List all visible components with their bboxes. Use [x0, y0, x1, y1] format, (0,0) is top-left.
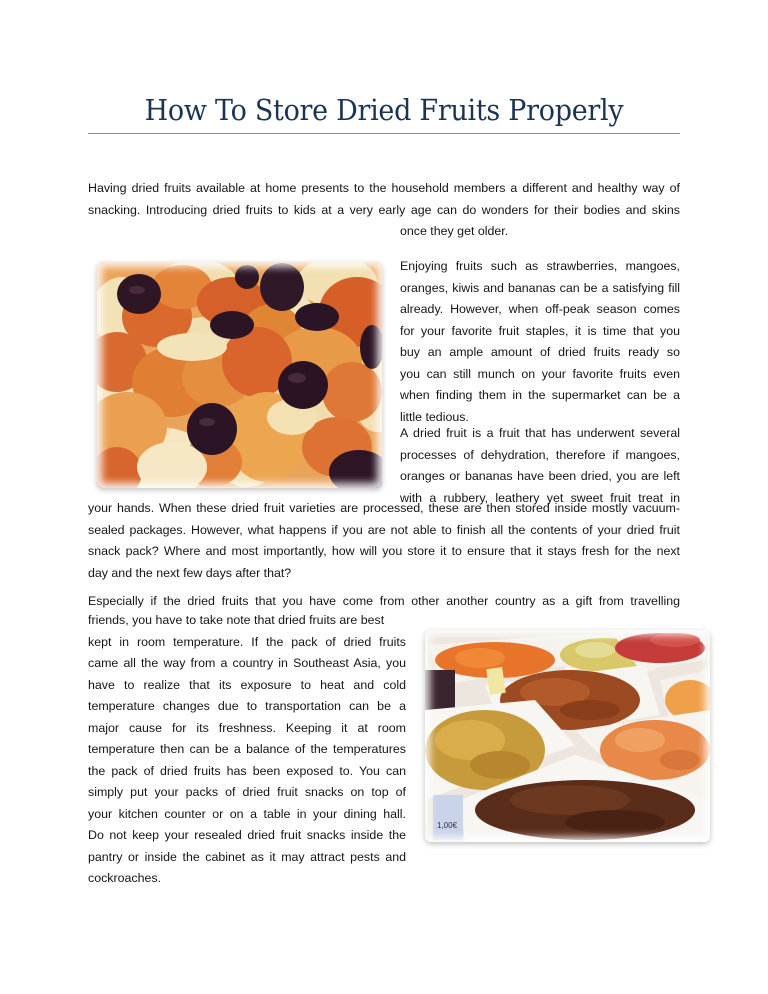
paragraph-definition-full: [88, 498, 680, 584]
text-line: A dried fruit is a fruit that has underwent several: [400, 426, 680, 440]
image-market-display: [425, 630, 710, 842]
text-line: pantry or inside the cabinet as it may attract pests and: [88, 849, 406, 864]
image-mixed-dried-fruits: [97, 262, 382, 488]
paragraph-especially-body: [88, 610, 406, 890]
text-line: processes of dehydration, therefore if mangoes,: [400, 447, 680, 462]
text-line: kept in room temperature. If the pack of dried fruits: [88, 634, 406, 649]
text-line: oranges or bananas have been dried, you are left: [400, 469, 680, 483]
text-line: with a rubbery, leathery yet sweet fruit treat in: [400, 490, 680, 505]
text-line: Enjoying fruits such as strawberries, mangoes,: [400, 259, 680, 273]
text-line: snacking. Introducing dried fruits to kids at a very early age can do wonders for their bodies and skins: [88, 202, 680, 217]
paragraph-enjoying: [400, 256, 680, 428]
text-line: the pack of dried fruits has been exposed to. You can: [88, 763, 406, 778]
text-line: already. However, when off-peak season comes: [400, 302, 680, 316]
text-line: oranges, kiwis and bananas can be a satisfying fill: [400, 280, 680, 295]
text-line: for your favorite fruit staples, it is time that you: [400, 323, 680, 338]
text-line: when finding them in the supermarket can be a: [400, 388, 680, 402]
text-line: you can still munch on your favorite fruits even: [400, 366, 680, 381]
text-line: Especially if the dried fruits that you have come from other another country as a gift from travelling: [88, 594, 680, 608]
text-line: Having dried fruits available at home presents to the household members a different and healthy way of: [88, 181, 680, 195]
paragraph-intro: [88, 178, 680, 243]
text-line: Do not keep your resealed dried fruit snacks inside the: [88, 828, 406, 842]
text-line: have to realize that its exposure to heat and cold: [88, 677, 406, 692]
text-line: major cause for its freshness. Keeping it at room: [88, 720, 406, 735]
text-line: your hands. When these dried fruit varieties are processed, these are then stored inside mostly vacuum-: [88, 501, 680, 515]
price-tag-text: 1,00€: [437, 821, 458, 830]
page-title: How To Store Dried Fruits Properly: [144, 93, 624, 127]
paragraph-definition-right: [400, 423, 680, 509]
title-divider: [88, 133, 680, 134]
text-line: cockroaches.: [88, 871, 162, 885]
text-line: buy an ample amount of dried fruits ready so: [400, 345, 680, 359]
text-line: temperature changes due to transportation can be a: [88, 699, 406, 713]
text-line: temperature then can be a balance of the temperatures: [88, 742, 406, 756]
text-line: once they get older.: [400, 224, 509, 238]
text-line: your kitchen counter or on a table in your dining hall.: [88, 806, 406, 821]
text-line: sealed packages. However, what happens if you are not able to finish all the contents of your dried fruit: [88, 522, 680, 537]
text-line: day and the next few days after that?: [88, 565, 292, 580]
text-line: snack pack? Where and most importantly, how will you store it to ensure that it stays fresh for the next: [88, 544, 680, 558]
dried-fruits-photo-icon: [97, 262, 382, 488]
market-display-photo-icon: [425, 630, 710, 842]
text-line: came all the way from a country in Southeast Asia, you: [88, 656, 406, 670]
text-line: friends, you have to take note that dried fruits are best: [88, 613, 385, 627]
text-line: simply put your packs of dried fruit snacks on top of: [88, 785, 406, 799]
text-line: little tedious.: [400, 409, 469, 424]
